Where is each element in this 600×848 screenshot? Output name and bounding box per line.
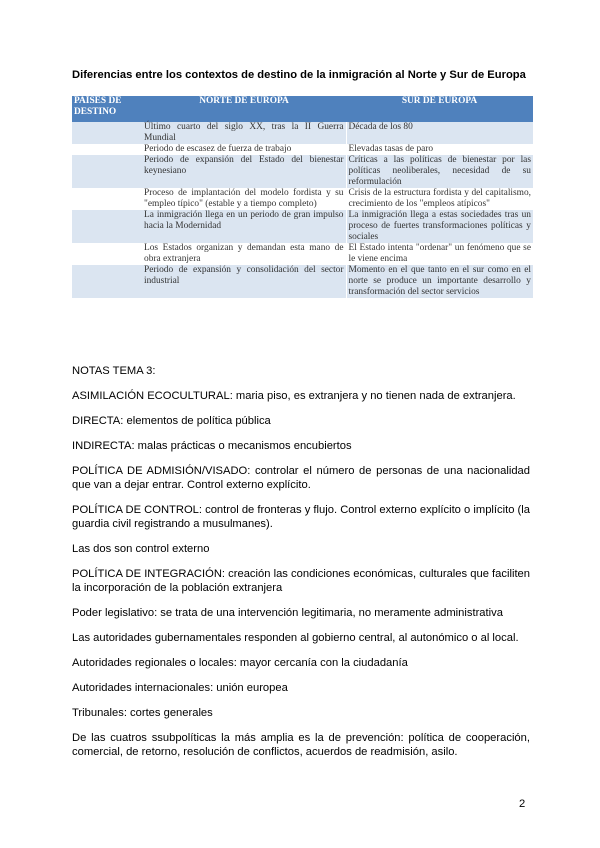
note-paragraph: POLÍTICA DE CONTROL: control de fronteras y flujo. Control externo explícito o implícito (la guardia civil registrando a musulmanes). <box>72 504 530 530</box>
note-paragraph: Autoridades regionales o locales: mayor cercanía con la ciudadanía <box>72 657 408 669</box>
table-cell-norte: Periodo de escasez de fuerza de trabajo <box>142 144 346 155</box>
table-cell-sur: El Estado intenta "ordenar" un fenómeno que se le viene encima <box>346 243 533 265</box>
table-row <box>72 188 533 210</box>
note-paragraph: INDIRECTA: malas prácticas o mecanismos encubiertos <box>72 440 352 452</box>
note-paragraph: POLÍTICA DE INTEGRACIÓN: creación las condiciones económicas, culturales que faciliten la incorporación de la población extranjera <box>72 568 530 594</box>
note-paragraph: Autoridades internacionales: unión europea <box>72 682 288 694</box>
table-cell <box>72 243 142 265</box>
notes-heading: NOTAS TEMA 3: <box>72 365 156 377</box>
note-paragraph: DIRECTA: elementos de política pública <box>72 415 271 427</box>
table-cell-norte: Los Estados organizan y demandan esta mano de obra extranjera <box>142 243 346 265</box>
table-cell-norte: Proceso de implantación del modelo fordista y su "empleo típico" (estable y a tiempo completo) <box>142 188 346 210</box>
note-paragraph: POLÍTICA DE ADMISIÓN/VISADO: controlar el número de personas de una nacionalidad que van a dejar entrar. Control externo explícito. <box>72 465 530 491</box>
table-cell-norte: La inmigración llega en un periodo de gran impulso hacia la Modernidad <box>142 210 346 243</box>
note-paragraph: Tribunales: cortes generales <box>72 707 213 719</box>
table-cell-norte: Periodo de expansión del Estado del bienestar keynesiano <box>142 155 346 188</box>
table-header-row <box>72 96 533 122</box>
header-sur-europa: SUR DE EUROPA <box>346 96 533 122</box>
header-paises-destino: PAÍSES DE DESTINO <box>72 96 142 122</box>
notes-section <box>72 364 530 770</box>
table-row <box>72 155 533 188</box>
table-row <box>72 210 533 243</box>
table-cell-sur: Crisis de la estructura fordista y del capitalismo, crecimiento de los "empleos atípicos" <box>346 188 533 210</box>
table-row <box>72 144 533 155</box>
table-cell-sur: Elevadas tasas de paro <box>346 144 533 155</box>
note-paragraph: Poder legislativo: se trata de una intervención legitimaria, no meramente administrativa <box>72 607 503 619</box>
note-paragraph: ASIMILACIÓN ECOCULTURAL: maria piso, es extranjera y no tienen nada de extranjera. <box>72 390 516 402</box>
table-cell <box>72 122 142 144</box>
table-cell-sur: La inmigración llega a estas sociedades tras un proceso de fuertes transformaciones políticas y sociales <box>346 210 533 243</box>
header-norte-europa: NORTE DE EUROPA <box>142 96 346 122</box>
table-cell <box>72 210 142 243</box>
table-cell-norte: Último cuarto del siglo XX, tras la II Guerra Mundial <box>142 122 346 144</box>
note-paragraph: Las dos son control externo <box>72 543 210 555</box>
table-cell-norte: Periodo de expansión y consolidación del sector industrial <box>142 265 346 298</box>
table-cell <box>72 188 142 210</box>
table-row <box>72 243 533 265</box>
table-cell-sur: Críticas a las políticas de bienestar por las políticas neoliberales, necesidad de su reformulación <box>346 155 533 188</box>
table-cell <box>72 144 142 155</box>
table-row <box>72 265 533 298</box>
page-title: Diferencias entre los contextos de destino de la inmigración al Norte y Sur de Europa <box>72 69 526 81</box>
table-row <box>72 122 533 144</box>
comparison-table <box>72 96 533 298</box>
table-cell-sur: Momento en el que tanto en el sur como en el norte se produce un importante desarrollo y transformación del sector servicios <box>346 265 533 298</box>
table-cell-sur: Década de los 80 <box>346 122 533 144</box>
page-number: 2 <box>519 798 526 810</box>
note-paragraph: Las autoridades gubernamentales responden al gobierno central, al autonómico o al local. <box>72 632 519 644</box>
table-cell <box>72 155 142 188</box>
table-cell <box>72 265 142 298</box>
note-paragraph: De las cuatros ssubpolíticas la más amplia es la de prevención: política de cooperación, comercial, de retorno, resolución de conflictos, acuerdos de readmisión, asilo. <box>72 732 530 758</box>
